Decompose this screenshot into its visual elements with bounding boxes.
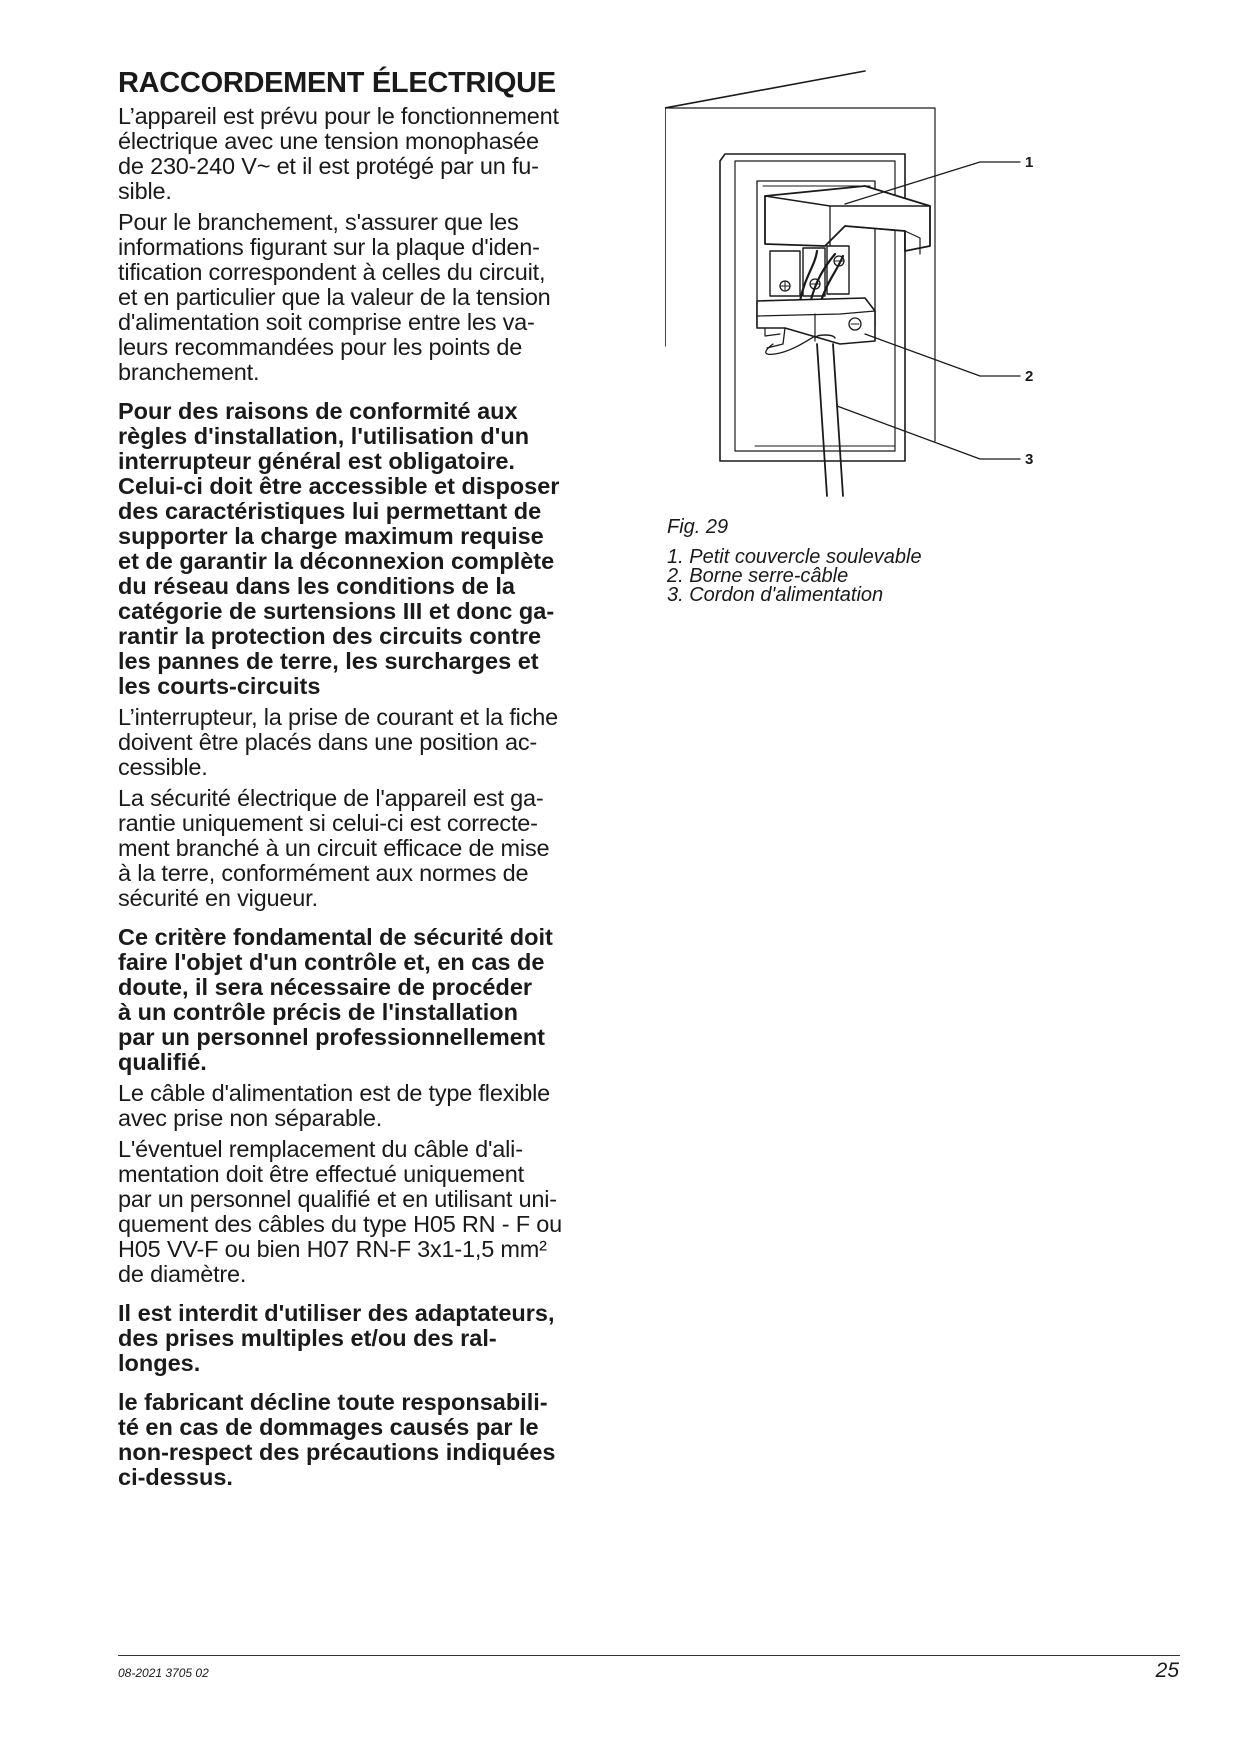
footer-divider xyxy=(118,1655,1180,1656)
section-title: RACCORDEMENT ÉLECTRIQUE xyxy=(118,67,556,99)
paragraph-branchement: Pour le branchement, s'assurer que les informations figurant sur la plaque d'iden- tification correspondent à celles du circuit, et en particulier que la valeur de la tension d'alimentation soit comprise entre les va- leurs recommandées pour les points de branchement. xyxy=(118,209,551,385)
legend-item-cord: 3. Cordon d'alimentation xyxy=(667,584,884,606)
callout-2: 2 xyxy=(1025,368,1034,385)
paragraph-cable-type: Le câble d'alimentation est de type flexible avec prise non séparable. xyxy=(118,1080,551,1131)
figure-caption: Fig. 29 xyxy=(667,516,729,538)
power-cord xyxy=(817,344,827,496)
warning-responsabilite: le fabricant décline toute responsabili- té en cas de dommages causés par le non-respect des précautions indiquées ci-dessus. xyxy=(118,1389,556,1490)
terminal-block-illustration xyxy=(665,66,1065,506)
wall-top-edge xyxy=(665,71,865,108)
warning-interrupteur-general: Pour des raisons de conformité aux règles d'installation, l'utilisation d'un interrupteur général est obligatoire. Celui-ci doit être accessible et disposer des caractéristiques lui permettant de supporter la charge maximum requise et de garantir la déconnexion complète du réseau dans les conditions de la catégorie de surtensions III et donc ga- rantir la protection des circuits contre les pannes de terre, les surcharges et les courts-circuits xyxy=(118,398,560,699)
legend-item-lid: 1. Petit couvercle soulevable xyxy=(667,546,922,568)
callout-1: 1 xyxy=(1025,154,1034,171)
paragraph-remplacement-cable: L'éventuel remplacement du câble d'ali- mentation doit être effectué uniquement par un personnel qualifié et en utilisant uni- quement des câbles du type H05 RN - F ou H05 VV-F ou bien H07 RN-F 3x1-1,5 mm² de diamètre. xyxy=(118,1136,562,1287)
document-code: 08-2021 3705 02 xyxy=(118,1666,209,1680)
warning-adaptateurs: Il est interdit d'utiliser des adaptateurs, des prises multiples et/ou des ral- longes. xyxy=(118,1300,555,1376)
figure-legend xyxy=(667,548,922,605)
warning-controle: Ce critère fondamental de sécurité doit faire l'objet d'un contrôle et, en cas de doute, il sera nécessaire de procéder à un contrôle précis de l'installation par un personnel professionnellement qualifié. xyxy=(118,924,553,1075)
paragraph-accessibilite: L’interrupteur, la prise de courant et la fiche doivent être placés dans une position ac- cessible. xyxy=(118,704,558,780)
main-text-column xyxy=(118,66,638,1490)
paragraph-securite: La sécurité électrique de l'appareil est ga- rantie uniquement si celui-ci est correcte- ment branché à un circuit efficace de mise à la terre, conformément aux normes de sécurité en vigueur. xyxy=(118,785,550,911)
leader-line-2 xyxy=(865,334,1020,376)
paragraph-tension: L’appareil est prévu pour le fonctionnement électrique avec une tension monophasée de 230-240 V~ et il est protégé par un fu- sible. xyxy=(118,103,559,204)
page-number: 25 xyxy=(1155,1659,1179,1682)
legend-item-clamp: 2. Borne serre-câble xyxy=(667,565,849,587)
callout-3: 3 xyxy=(1025,451,1034,468)
